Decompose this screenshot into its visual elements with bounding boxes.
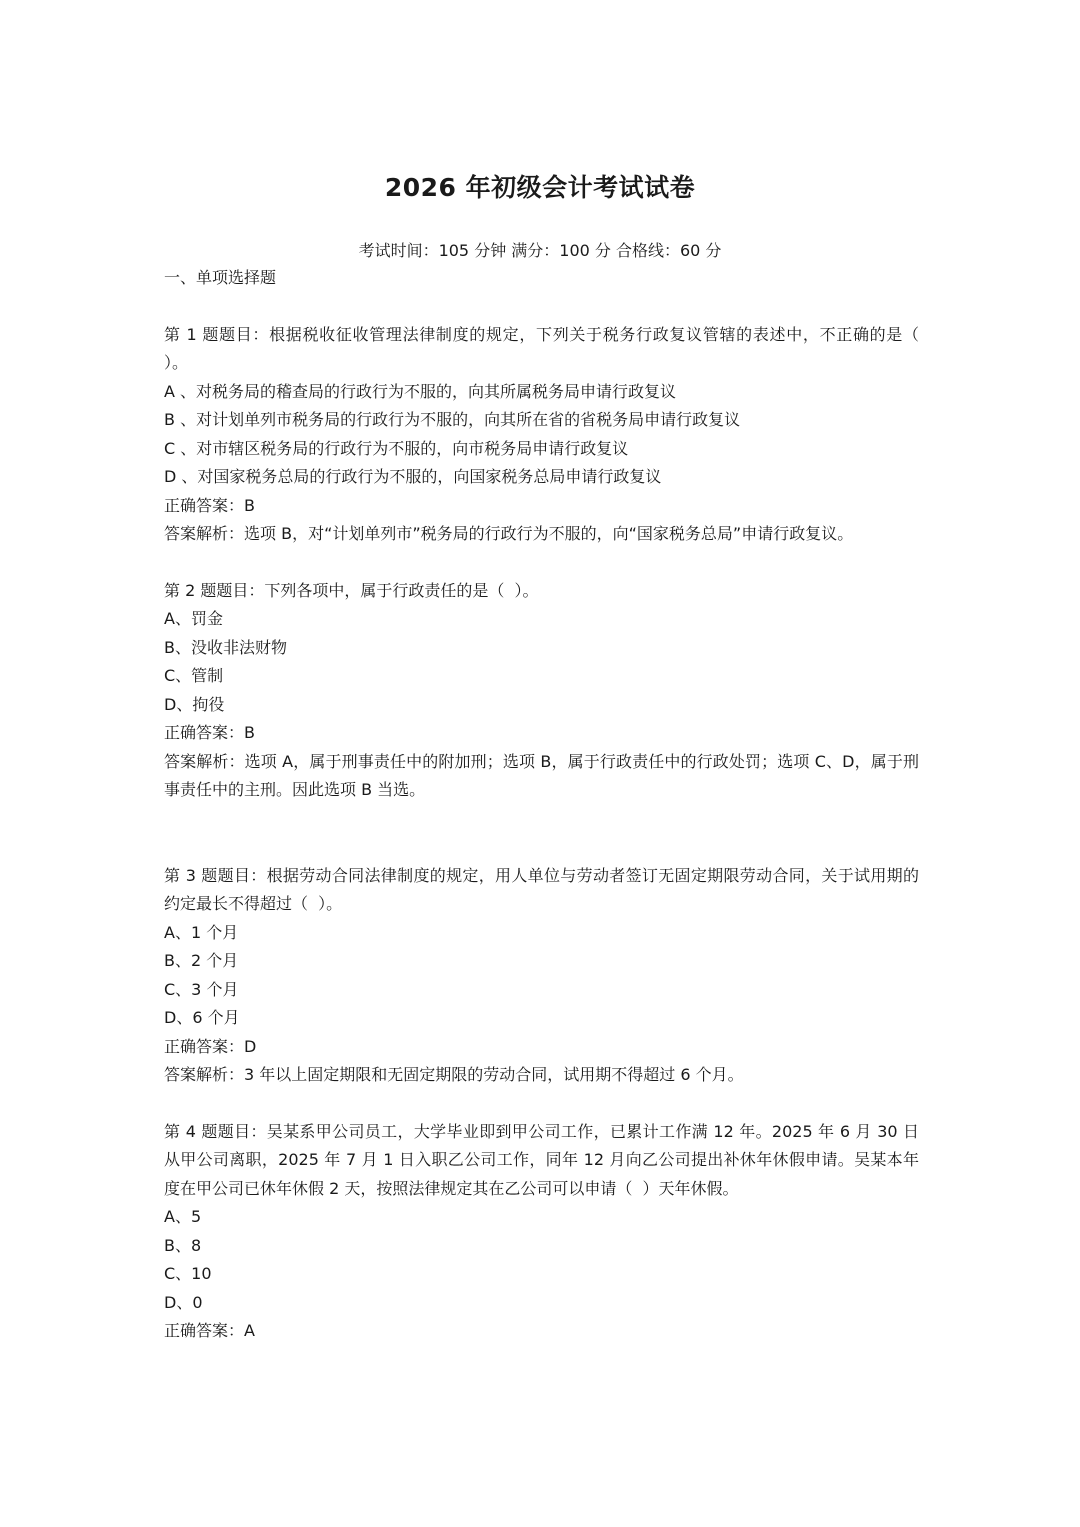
option-d: D、6 个月 [164,1008,240,1027]
option-d: D 、对国家税务总局的行政行为不服的，向国家税务总局申请行政复议 [164,467,662,486]
page-title: 2026 年初级会计考试试卷 [384,173,696,202]
option-d: D、拘役 [164,694,225,714]
option-b: B、没收非法财物 [164,637,287,657]
question-stem: 第 1 题题目：根据税收征收管理法律制度的规定，下列关于税务行政复议管辖的表述中，不正确的是（ ）。 [164,324,930,372]
option-c: C、3 个月 [164,979,239,999]
question-stem: 第 2 题题目：下列各项中，属于行政责任的是（ ）。 [164,580,539,600]
correct-answer: 正确答案：B [164,723,255,742]
option-b: B、2 个月 [164,951,239,970]
option-a: A、1 个月 [164,922,239,942]
answer-analysis: 答案解析：3 年以上固定期限和无固定期限的劳动合同，试用期不得超过 6 个月。 [164,1065,744,1084]
option-a: A、罚金 [164,609,223,628]
option-a: A 、对税务局的稽查局的行政行为不服的，向其所属税务局申请行政复议 [164,381,677,401]
question-stem: 第 3 题题目：根据劳动合同法律制度的规定，用人单位与劳动者签订无固定期限劳动合同，关于试用期的约定最长不得超过（ ）。 [164,865,919,913]
option-d: D、0 [164,1292,203,1312]
exam-info: 考试时间：105 分钟 满分：100 分 合格线：60 分 [358,241,722,260]
option-a: A、5 [164,1207,202,1226]
option-c: C、10 [164,1264,212,1283]
section-heading: 一、单项选择题 [164,268,277,287]
question-3 [164,862,919,1090]
option-b: B、8 [164,1235,202,1255]
document-body [164,264,930,1346]
option-b: B 、对计划单列市税务局的行政行为不服的，向其所在省的省税务局申请行政复议 [164,410,741,429]
question-stem: 第 4 题题目：吴某系甲公司员工，大学毕业即到甲公司工作，已累计工作满 12 年。2025 年 6 月 30 日从甲公司离职，2025 年 7 月 1 日入职乙公司工作，同年 12 月向乙公司提出补休年休假申请。吴某本年度在甲公司已休年休假 2 天，按照法律规定其在乙公司可以申请（ ）天年休假。 [164,1121,919,1198]
option-c: C 、对市辖区税务局的行政行为不服的，向市税务局申请行政复议 [164,438,629,458]
question-1 [164,321,930,549]
question-2 [164,577,919,805]
answer-analysis: 答案解析：选项 B，对“计划单列市”税务局的行政行为不服的，向“国家税务总局”申请行政复议。 [164,524,854,543]
correct-answer: 正确答案：D [164,1036,257,1056]
correct-answer: 正确答案：B [164,495,255,515]
option-c: C、管制 [164,666,224,685]
answer-analysis: 答案解析：选项 A，属于刑事责任中的附加刑；选项 B，属于行政责任中的行政处罚；选项 C、D，属于刑事责任中的主刑。因此选项 B 当选。 [164,751,919,799]
question-4 [164,1118,919,1346]
correct-answer: 正确答案：A [164,1321,255,1340]
